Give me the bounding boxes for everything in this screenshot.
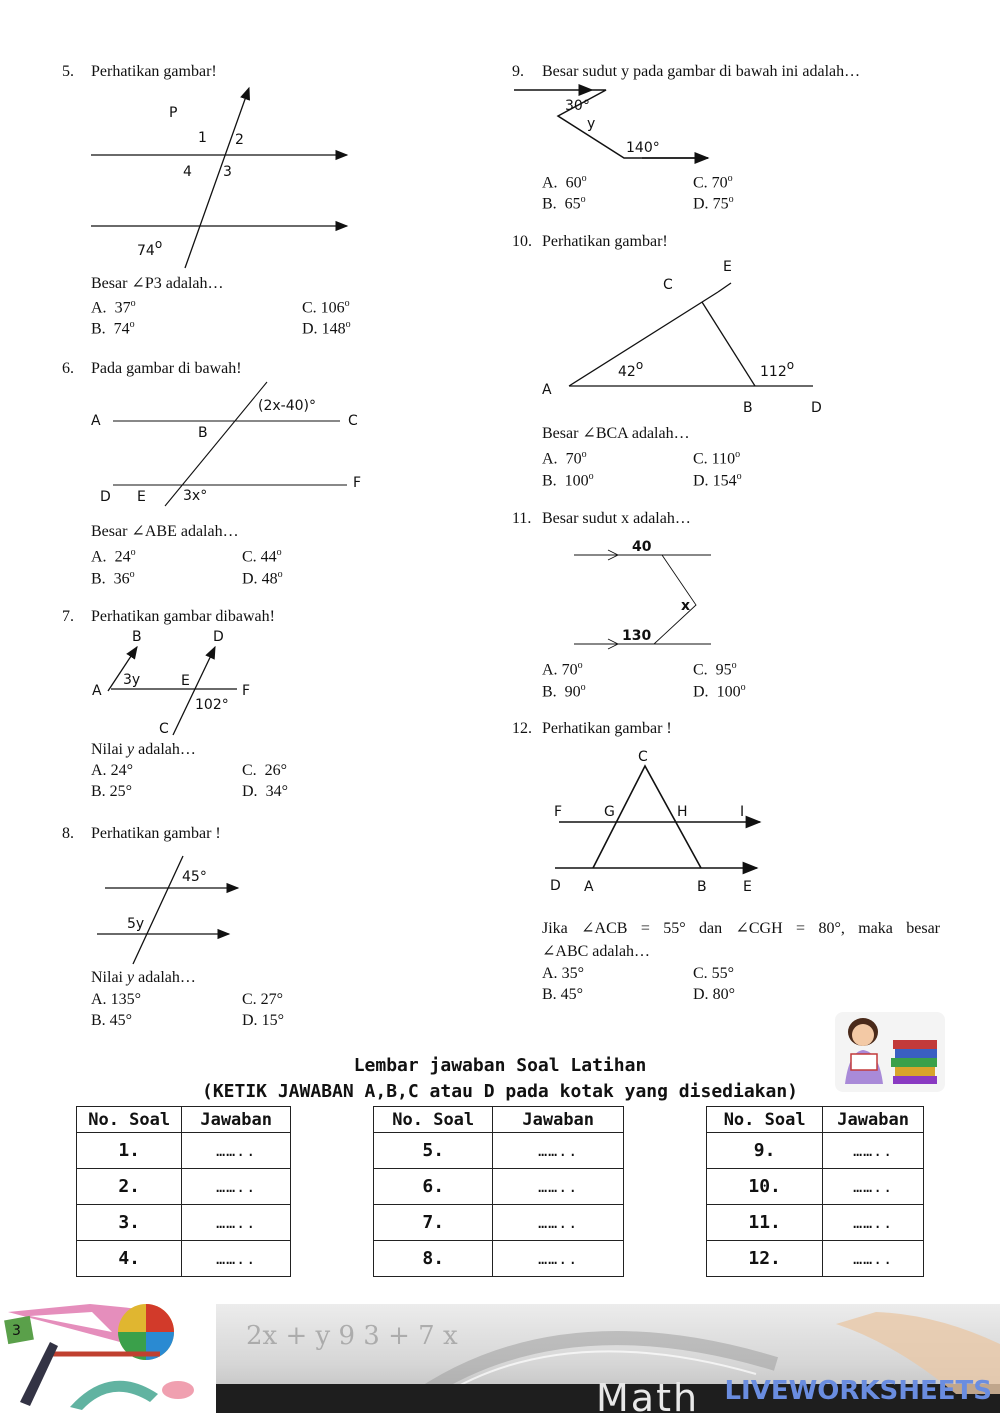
q7-label-3y: 3y <box>123 672 141 688</box>
table-row <box>707 1241 924 1277</box>
answer-input-6[interactable]: …….. <box>493 1169 624 1205</box>
q5-label-p: P <box>169 105 178 121</box>
q7-option-d[interactable]: D. 34° <box>242 783 288 800</box>
q5-option-c[interactable]: C. 106$^o$ <box>302 298 350 317</box>
q10-question: Besar ∠BCA adalah… <box>542 425 690 442</box>
q8-option-a[interactable]: A. 135° <box>91 991 141 1008</box>
column-header-answer: Jawaban <box>493 1107 624 1133</box>
q5-option-a[interactable]: A. 37$^o$ <box>91 298 136 317</box>
table-row <box>374 1169 624 1205</box>
q11-figure <box>570 535 720 655</box>
q7-label-c: C <box>159 721 169 737</box>
q5-figure <box>85 80 365 270</box>
q9-prompt: Besar sudut y pada gambar di bawah ini adalah… <box>542 63 861 80</box>
q10-option-c[interactable]: C. 110$^o$ <box>693 449 741 468</box>
banner-math-text: Math <box>596 1376 700 1413</box>
q6-option-d[interactable]: D. 48$^o$ <box>242 569 283 588</box>
question-number: 6. <box>374 1169 493 1205</box>
table-row <box>707 1169 924 1205</box>
q10-label-a: A <box>542 382 552 398</box>
q10-option-a[interactable]: A. 70$^o$ <box>542 449 587 468</box>
q9-number: 9. <box>512 63 524 80</box>
q8-question: Nilai y adalah… <box>91 969 196 986</box>
math-tools-illustration <box>0 1302 212 1413</box>
table-row <box>77 1133 291 1169</box>
q5-label-2: 2 <box>235 132 244 148</box>
q5-label-4: 4 <box>183 164 192 180</box>
q12-label-d: D <box>550 878 561 894</box>
q11-number: 11. <box>512 510 532 527</box>
answer-table-3 <box>706 1106 924 1277</box>
q8-option-d[interactable]: D. 15° <box>242 1012 284 1029</box>
q7-option-a[interactable]: A. 24° <box>91 762 133 779</box>
question-number: 10. <box>707 1169 823 1205</box>
answer-input-11[interactable]: …….. <box>823 1205 924 1241</box>
q6-question: Besar ∠ABE adalah… <box>91 523 239 540</box>
question-number: 3. <box>77 1205 182 1241</box>
q6-label-d: D <box>100 489 111 505</box>
q12-option-d[interactable]: D. 80° <box>693 986 735 1003</box>
q7-prompt: Perhatikan gambar dibawah! <box>91 608 275 625</box>
q9-angle-140: 140° <box>626 140 660 156</box>
q7-angle-102: 102° <box>195 697 229 713</box>
question-number: 5. <box>374 1133 493 1169</box>
q12-number: 12. <box>512 720 532 737</box>
q11-angle-130: 130 <box>622 628 652 644</box>
q10-figure <box>535 252 835 422</box>
column-header-no: No. Soal <box>374 1107 493 1133</box>
q9-option-a[interactable]: A. 60$^o$ <box>542 173 587 192</box>
q9-figure <box>512 82 712 162</box>
q12-figure <box>545 742 775 897</box>
q6-label-a: A <box>91 413 101 429</box>
q6-angle-bottom: 3x° <box>183 488 208 504</box>
q6-label-b: B <box>198 425 208 441</box>
column-header-no: No. Soal <box>77 1107 182 1133</box>
column-header-answer: Jawaban <box>182 1107 291 1133</box>
q12-option-c[interactable]: C. 55° <box>693 965 735 982</box>
answer-input-4[interactable]: …….. <box>182 1241 291 1277</box>
q12-prompt: Perhatikan gambar ! <box>542 720 672 737</box>
q6-option-a[interactable]: A. 24$^o$ <box>91 547 136 566</box>
q8-number: 8. <box>62 825 74 842</box>
q7-question: Nilai y adalah… <box>91 741 196 758</box>
question-number: 8. <box>374 1241 493 1277</box>
table-row <box>374 1241 624 1277</box>
table-row <box>707 1205 924 1241</box>
q12-option-b[interactable]: B. 45° <box>542 986 584 1003</box>
q7-label-b: B <box>132 629 142 645</box>
table-row <box>707 1133 924 1169</box>
q9-angle-30: 30° <box>565 98 590 114</box>
table-row <box>374 1205 624 1241</box>
column-header-no: No. Soal <box>707 1107 823 1133</box>
q10-angle-112: 112o <box>760 358 795 380</box>
q7-option-b[interactable]: B. 25° <box>91 783 133 800</box>
question-number: 9. <box>707 1133 823 1169</box>
q10-label-b: B <box>743 400 753 416</box>
q5-angle-74: 74o <box>137 237 163 259</box>
q7-number: 7. <box>62 608 74 625</box>
q10-label-e: E <box>723 259 732 275</box>
q8-option-b[interactable]: B. 45° <box>91 1012 133 1029</box>
question-number: 2. <box>77 1169 182 1205</box>
answer-input-7[interactable]: …….. <box>493 1205 624 1241</box>
q10-option-b[interactable]: B. 100$^o$ <box>542 471 594 490</box>
q11-option-c[interactable]: C. 95$^o$ <box>693 660 737 679</box>
q5-label-1: 1 <box>198 130 207 146</box>
q12-label-b: B <box>697 879 707 895</box>
q9-option-d[interactable]: D. 75$^o$ <box>693 194 734 213</box>
q11-option-b[interactable]: B. 90$^o$ <box>542 682 586 701</box>
answer-input-9[interactable]: …….. <box>823 1133 924 1169</box>
q12-label-h: H <box>677 804 688 820</box>
q11-angle-x: x <box>681 598 691 614</box>
q10-label-d: D <box>811 400 822 416</box>
q7-label-d: D <box>213 629 224 645</box>
q9-option-c[interactable]: C. 70$^o$ <box>693 173 733 192</box>
q6-label-e: E <box>137 489 146 505</box>
answer-sheet-instruction: (KETIK JAWABAN A,B,C atau D pada kotak yang disediakan) <box>201 1081 799 1102</box>
answer-input-1[interactable]: …….. <box>182 1133 291 1169</box>
q12-label-e: E <box>743 879 752 895</box>
answer-input-5[interactable]: …….. <box>493 1133 624 1169</box>
q10-option-d[interactable]: D. 154$^o$ <box>693 471 742 490</box>
svg-text:2x + y 9 3 + 7 x: 2x + y 9 3 + 7 x <box>246 1321 458 1351</box>
q12-label-a: A <box>584 879 594 895</box>
q6-label-f: F <box>353 475 362 491</box>
table-row <box>77 1241 291 1277</box>
q7-option-c[interactable]: C. 26° <box>242 762 288 779</box>
q6-angle-top: (2x-40)° <box>258 398 316 414</box>
answer-input-8[interactable]: …….. <box>493 1241 624 1277</box>
q6-prompt: Pada gambar di bawah! <box>91 360 242 377</box>
liveworksheets-logo[interactable]: LIVEWORKSHEETS <box>724 1376 992 1406</box>
q12-label-c: C <box>638 749 648 765</box>
q9-angle-y: y <box>587 116 596 132</box>
question-number: 7. <box>374 1205 493 1241</box>
q8-angle-45: 45° <box>182 869 207 885</box>
q7-label-f: F <box>242 683 251 699</box>
question-number: 12. <box>707 1241 823 1277</box>
q11-prompt: Besar sudut x adalah… <box>542 510 691 527</box>
q10-prompt: Perhatikan gambar! <box>542 233 668 250</box>
answer-table-1 <box>76 1106 291 1277</box>
q12-question-line1: Jika ∠ACB = 55° dan ∠CGH = 80°, maka besar <box>542 920 940 937</box>
answer-input-10[interactable]: …….. <box>823 1169 924 1205</box>
question-number: 1. <box>77 1133 182 1169</box>
q8-angle-5y: 5y <box>127 916 145 932</box>
question-number: 11. <box>707 1205 823 1241</box>
q7-label-e: E <box>181 673 190 689</box>
q12-question-line2: ∠ABC adalah… <box>542 943 651 960</box>
q5-option-d[interactable]: D. 148$^o$ <box>302 319 351 338</box>
q8-option-c[interactable]: C. 27° <box>242 991 284 1008</box>
q5-question: Besar ∠P3 adalah… <box>91 275 224 292</box>
q8-figure <box>85 852 255 972</box>
q6-label-c: C <box>348 413 358 429</box>
q6-option-b[interactable]: B. 36$^o$ <box>91 569 135 588</box>
q12-option-a[interactable]: A. 35° <box>542 965 584 982</box>
q7-label-a: A <box>92 683 102 699</box>
q11-option-d[interactable]: D. 100$^o$ <box>693 682 746 701</box>
q6-number: 6. <box>62 360 74 377</box>
q5-label-3: 3 <box>223 164 232 180</box>
q5-option-b[interactable]: B. 74$^o$ <box>91 319 135 338</box>
table-row <box>374 1133 624 1169</box>
q9-option-b[interactable]: B. 65$^o$ <box>542 194 586 213</box>
table-row <box>77 1205 291 1241</box>
q11-option-a[interactable]: A. 70$^o$ <box>542 660 583 679</box>
column-header-answer: Jawaban <box>823 1107 924 1133</box>
answer-input-2[interactable]: …….. <box>182 1169 291 1205</box>
q7-figure <box>85 625 285 740</box>
svg-text:3: 3 <box>12 1323 21 1339</box>
q6-option-c[interactable]: C. 44$^o$ <box>242 547 282 566</box>
q12-label-i: I <box>740 804 745 820</box>
q12-label-f: F <box>554 804 563 820</box>
q10-number: 10. <box>512 233 532 250</box>
q11-angle-40: 40 <box>632 539 652 555</box>
q8-prompt: Perhatikan gambar ! <box>91 825 221 842</box>
q12-label-g: G <box>604 804 615 820</box>
q5-number: 5. <box>62 63 74 80</box>
question-number: 4. <box>77 1241 182 1277</box>
q10-label-c: C <box>663 277 673 293</box>
answer-input-12[interactable]: …….. <box>823 1241 924 1277</box>
q10-angle-42: 42o <box>618 358 644 380</box>
answer-sheet-title: Lembar jawaban Soal Latihan <box>353 1055 647 1076</box>
footer-banner <box>216 1304 1000 1413</box>
q5-prompt: Perhatikan gambar! <box>91 63 217 80</box>
answer-table-2 <box>373 1106 624 1277</box>
table-row <box>77 1169 291 1205</box>
q6-figure <box>85 380 385 510</box>
answer-input-3[interactable]: …….. <box>182 1205 291 1241</box>
